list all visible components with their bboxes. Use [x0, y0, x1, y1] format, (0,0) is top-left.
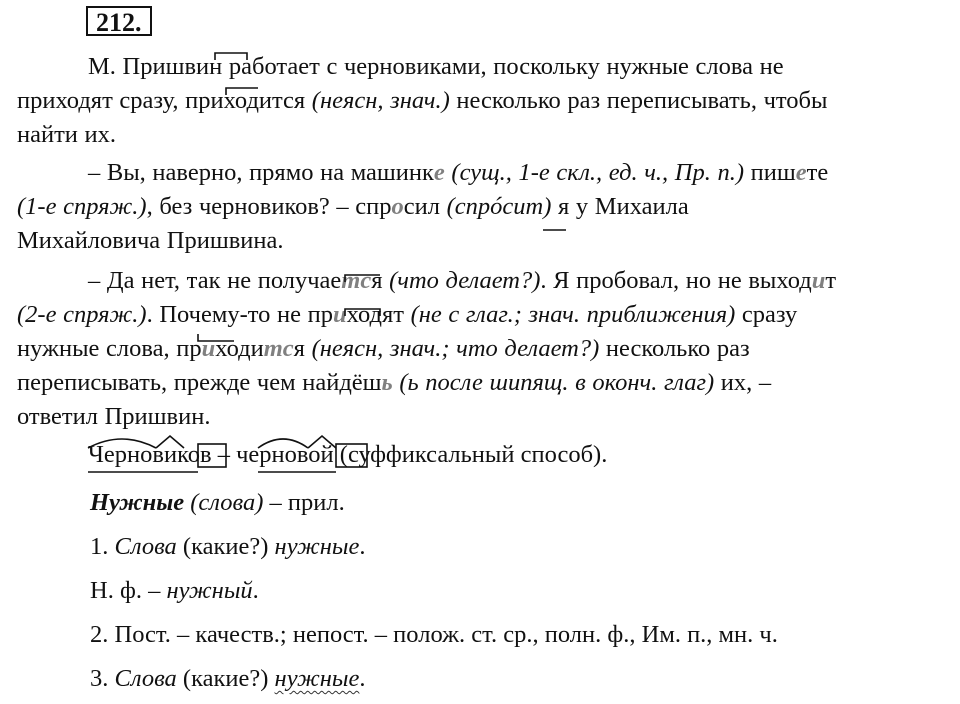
step-text: .: [359, 665, 366, 692]
p3-highlight: ь: [381, 369, 393, 396]
analysis-step-1: [90, 530, 366, 564]
step-text: (какие?): [176, 533, 275, 560]
p3-note: (не с глаг.; знач. приближения): [410, 301, 736, 328]
p3-text: . Я пробовал, но не выход: [540, 267, 812, 294]
analysis-context: (слова): [184, 489, 264, 516]
p1-line-2c: несколько раз переписывать, чтобы: [449, 87, 828, 114]
step-text: Слова: [114, 665, 177, 692]
suffix-mark: [308, 436, 336, 448]
p2-text: Михайловича Пришвина.: [17, 227, 284, 254]
prefix-mark: [345, 309, 380, 316]
analysis-step-2: [90, 618, 778, 652]
p3-text: ответил Пришвин.: [17, 403, 211, 430]
p1-line-2a: приходят сразу, приходится: [17, 87, 312, 114]
p3-text: ходят: [346, 301, 411, 328]
step-text: нужные: [274, 533, 360, 560]
step-text: .: [359, 533, 366, 560]
step-text: Н. ф. –: [90, 577, 167, 604]
p3-note: (ь после шипящ. в оконч. глаг): [392, 369, 715, 396]
p2-text: сил: [403, 193, 447, 220]
step-text: (какие?): [176, 665, 275, 692]
p3-highlight: и: [333, 301, 347, 328]
p2-highlight: е: [795, 159, 807, 186]
p2-text: , без черновиков? – спр: [146, 193, 392, 220]
root-arc-mark: [88, 439, 156, 448]
prefix-mark: [226, 88, 258, 95]
p3-text: . Почему-то не пр: [146, 301, 333, 328]
p2-note: (1-е спряж.): [17, 193, 147, 220]
p1-note: (неясн, знач.): [311, 87, 450, 114]
base-word: черновой: [236, 441, 334, 468]
root-arc-mark: [258, 439, 308, 448]
p3-text: несколько раз: [599, 335, 750, 362]
p3-highlight: тс: [341, 267, 372, 294]
ending-box-mark: [198, 444, 226, 467]
prefix-mark: [198, 334, 234, 341]
p3-note: (неясн, знач.; что делает?): [311, 335, 600, 362]
p3-note: (2-е спряж.): [17, 301, 147, 328]
analysis-step-3: [90, 662, 366, 696]
step-text: нужный: [166, 577, 253, 604]
p3-text: нужные слова, пр: [17, 335, 202, 362]
p2-highlight: е: [433, 159, 445, 186]
p3-highlight: и: [201, 335, 216, 362]
p2-note: (спрóсит): [446, 193, 552, 220]
analysis-initial-form: [90, 574, 259, 608]
p2-note: (сущ., 1-е скл., ед. ч., Пр. п.): [444, 159, 745, 186]
p3-text: ходи: [215, 335, 264, 362]
ending-box-mark: [336, 444, 367, 467]
p2-highlight: о: [391, 193, 404, 220]
p3-highlight: тс: [263, 335, 294, 362]
step-number: 3.: [90, 665, 115, 692]
p3-text: сразу: [735, 301, 798, 328]
p1-line-3: найти их.: [17, 121, 117, 148]
prefix-mark: [345, 275, 380, 282]
p3-text: переписывать, прежде чем найдёш: [17, 369, 382, 396]
p1-line-1: М. Пришвин работает с черновиками, поскольку нужные слова не: [88, 53, 784, 80]
p3-text: я: [293, 335, 312, 362]
p2-text: – Вы, наверно, прямо на машинк: [88, 159, 434, 186]
p3-text: – Да нет, так не получае: [88, 267, 342, 294]
analysis-header: [90, 486, 345, 520]
step-text: 2. Пост. – качеств.; непост. – полож. ст. ср., полн. ф., Им. п., мн. ч.: [90, 621, 778, 648]
p2-text: пиш: [744, 159, 796, 186]
derivation-dash: –: [211, 441, 237, 468]
suffix-mark: [156, 436, 184, 448]
step-text: нужные: [274, 665, 360, 692]
step-text: Слова: [114, 533, 177, 560]
derived-word: Черновиков: [88, 441, 212, 468]
p3-text: их, –: [714, 369, 772, 396]
p3-text: т: [825, 267, 837, 294]
step-text: .: [252, 577, 259, 604]
analysis-word: Нужные: [90, 489, 185, 516]
p2-text: я у Михаила: [551, 193, 689, 220]
p3-note: (что делает?): [389, 267, 541, 294]
analysis-pos: – прил.: [263, 489, 345, 516]
prefix-mark: [215, 53, 247, 60]
exercise-number: 212.: [86, 6, 152, 36]
derivation-note: (суффиксальный способ).: [333, 441, 608, 468]
p2-text: те: [806, 159, 829, 186]
p3-text: я: [371, 267, 390, 294]
p3-highlight: и: [811, 267, 826, 294]
step-number: 1.: [90, 533, 115, 560]
